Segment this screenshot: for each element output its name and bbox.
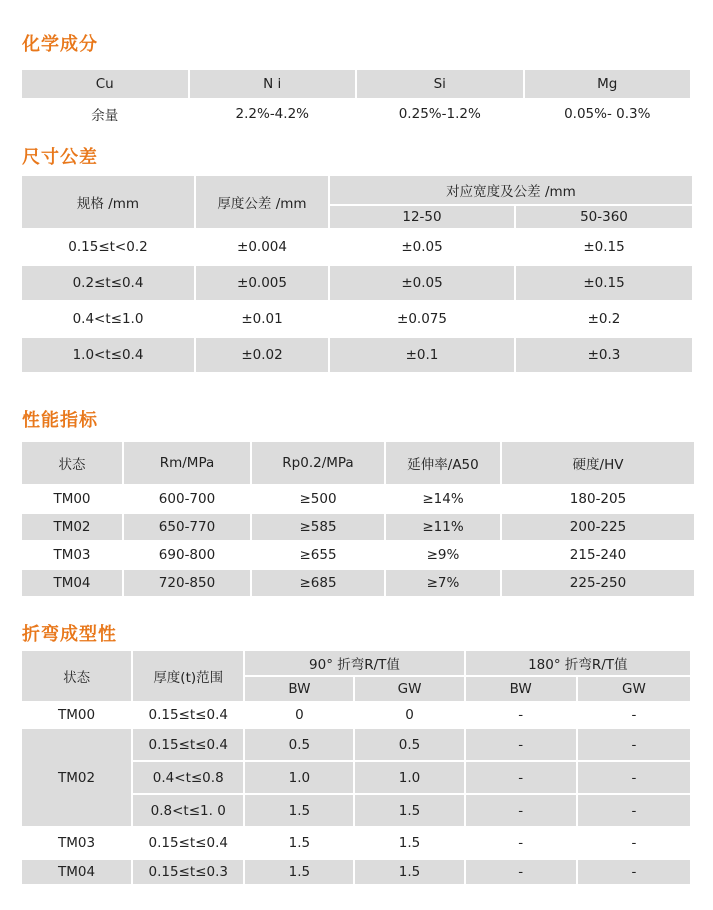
header-width-tol: 对应宽度及公差 /mm	[330, 176, 692, 204]
composition-title: 化学成分	[22, 34, 98, 55]
table-cell: ±0.05	[401, 275, 443, 291]
header-elongation: 延伸率/A50	[386, 442, 500, 484]
header-bw-90: BW	[245, 677, 353, 701]
table-cell: 1.0	[398, 769, 421, 786]
header-rp02: Rp0.2/MPa	[252, 442, 384, 484]
table-cell: 720-850	[158, 575, 216, 591]
value-cu: 余量	[22, 100, 188, 128]
table-row	[22, 486, 694, 512]
table-cell: -	[518, 707, 524, 723]
header-mg: Mg	[525, 70, 691, 98]
table-cell: -	[518, 835, 524, 851]
table-cell: 0.4<t≤0.8	[152, 769, 224, 786]
table-cell: TM03	[58, 835, 96, 851]
table-cell: 225-250	[569, 575, 627, 591]
header-gw-90: GW	[355, 677, 463, 701]
table-cell: -	[631, 802, 637, 819]
table-cell: 0.15≤t≤0.4	[148, 707, 228, 723]
table-cell: 1.0<t≤0.4	[72, 347, 144, 363]
header-state: 状态	[22, 442, 122, 484]
header-width-12-50: 12-50	[330, 206, 514, 228]
table-cell: ±0.15	[583, 275, 625, 291]
table-cell: ≥11%	[422, 519, 464, 535]
table-cell: -	[631, 707, 637, 723]
table-cell: -	[631, 736, 637, 753]
performance-table	[20, 440, 696, 598]
header-thickness-range: 厚度(t)范围	[133, 651, 243, 701]
table-row	[22, 266, 692, 300]
table-cell: TM02	[58, 769, 96, 786]
table-cell: TM03	[53, 547, 91, 563]
table-cell: -	[518, 864, 524, 880]
table-cell: ±0.005	[237, 275, 287, 291]
table-cell: -	[518, 736, 524, 753]
header-bw-180: BW	[466, 677, 576, 701]
table-row	[22, 338, 692, 372]
header-thickness-tol: 厚度公差 /mm	[196, 176, 328, 228]
tolerance-table	[20, 174, 694, 374]
table-cell: 0.15≤t≤0.4	[148, 736, 228, 753]
table-cell: 0.15≤t≤0.4	[148, 835, 228, 851]
table-cell: 650-770	[158, 519, 216, 535]
table-cell: 1.5	[288, 835, 311, 851]
table-cell: ≥9%	[426, 547, 460, 563]
table-cell: ±0.15	[583, 239, 625, 255]
table-cell: 1.0	[288, 769, 311, 786]
table-cell: 0.5	[288, 736, 311, 753]
header-spec: 规格 /mm	[22, 176, 194, 228]
table-cell: 0.15≤t≤0.3	[148, 864, 228, 880]
table-cell: ±0.2	[587, 311, 621, 327]
table-cell: 1.5	[398, 864, 421, 880]
table-cell: 1.5	[288, 802, 311, 819]
bending-table	[20, 649, 692, 886]
header-rm: Rm/MPa	[124, 442, 250, 484]
table-cell: 0.15≤t<0.2	[68, 239, 148, 255]
table-cell: ±0.075	[397, 311, 447, 327]
value-si: 0.25%-1.2%	[357, 100, 523, 128]
composition-table	[20, 68, 692, 130]
table-cell: -	[631, 864, 637, 880]
value-ni: 2.2%-4.2%	[190, 100, 356, 128]
header-width-50-360: 50-360	[516, 206, 692, 228]
table-cell: 1.5	[398, 835, 421, 851]
table-cell: ±0.1	[405, 347, 439, 363]
table-cell: ≥500	[299, 491, 337, 507]
table-cell: ±0.004	[237, 239, 287, 255]
table-row	[22, 542, 694, 568]
table-cell: TM04	[58, 864, 96, 880]
table-row	[22, 570, 694, 596]
header-state: 状态	[22, 651, 131, 701]
table-cell: TM00	[53, 491, 91, 507]
header-bend-90: 90° 折弯R/T值	[245, 651, 463, 675]
header-bend-180: 180° 折弯R/T值	[466, 651, 690, 675]
table-cell: TM00	[58, 707, 96, 723]
table-cell: TM04	[53, 575, 91, 591]
table-row	[22, 230, 692, 264]
table-cell: ±0.05	[401, 239, 443, 255]
table-cell: ±0.01	[241, 311, 283, 327]
table-cell: 0	[405, 707, 414, 723]
table-cell: 1.5	[398, 802, 421, 819]
table-row	[22, 514, 694, 540]
table-cell: ≥655	[299, 547, 337, 563]
table-cell: TM02	[53, 519, 91, 535]
performance-title: 性能指标	[22, 410, 98, 431]
table-cell: 0	[295, 707, 304, 723]
header-ni: N i	[190, 70, 356, 98]
table-cell: 0.5	[398, 736, 421, 753]
table-row	[22, 860, 690, 884]
table-cell: -	[518, 769, 524, 786]
tolerance-title: 尺寸公差	[22, 147, 98, 168]
table-cell: ±0.3	[587, 347, 621, 363]
table-cell: 215-240	[569, 547, 627, 563]
table-cell: 0.4<t≤1.0	[72, 311, 144, 327]
table-cell: 200-225	[569, 519, 627, 535]
table-cell: 0.2≤t≤0.4	[72, 275, 144, 291]
bending-title: 折弯成型性	[22, 624, 117, 645]
table-cell: ≥14%	[422, 491, 464, 507]
table-cell: 690-800	[158, 547, 216, 563]
table-cell: 0.8<t≤1. 0	[150, 802, 226, 819]
table-cell: -	[631, 835, 637, 851]
table-cell: ≥685	[299, 575, 337, 591]
table-cell: ≥7%	[426, 575, 460, 591]
table-row	[22, 828, 690, 858]
table-cell: -	[631, 769, 637, 786]
table-row	[22, 302, 692, 336]
table-cell: -	[518, 802, 524, 819]
header-cu: Cu	[22, 70, 188, 98]
table-cell: 180-205	[569, 491, 627, 507]
value-mg: 0.05%- 0.3%	[525, 100, 691, 128]
table-row	[22, 729, 690, 760]
table-cell: ±0.02	[241, 347, 283, 363]
table-cell: 1.5	[288, 864, 311, 880]
table-cell: ≥585	[299, 519, 337, 535]
header-hardness: 硬度/HV	[502, 442, 694, 484]
header-gw-180: GW	[578, 677, 690, 701]
table-cell: 600-700	[158, 491, 216, 507]
table-row	[22, 703, 690, 727]
header-si: Si	[357, 70, 523, 98]
